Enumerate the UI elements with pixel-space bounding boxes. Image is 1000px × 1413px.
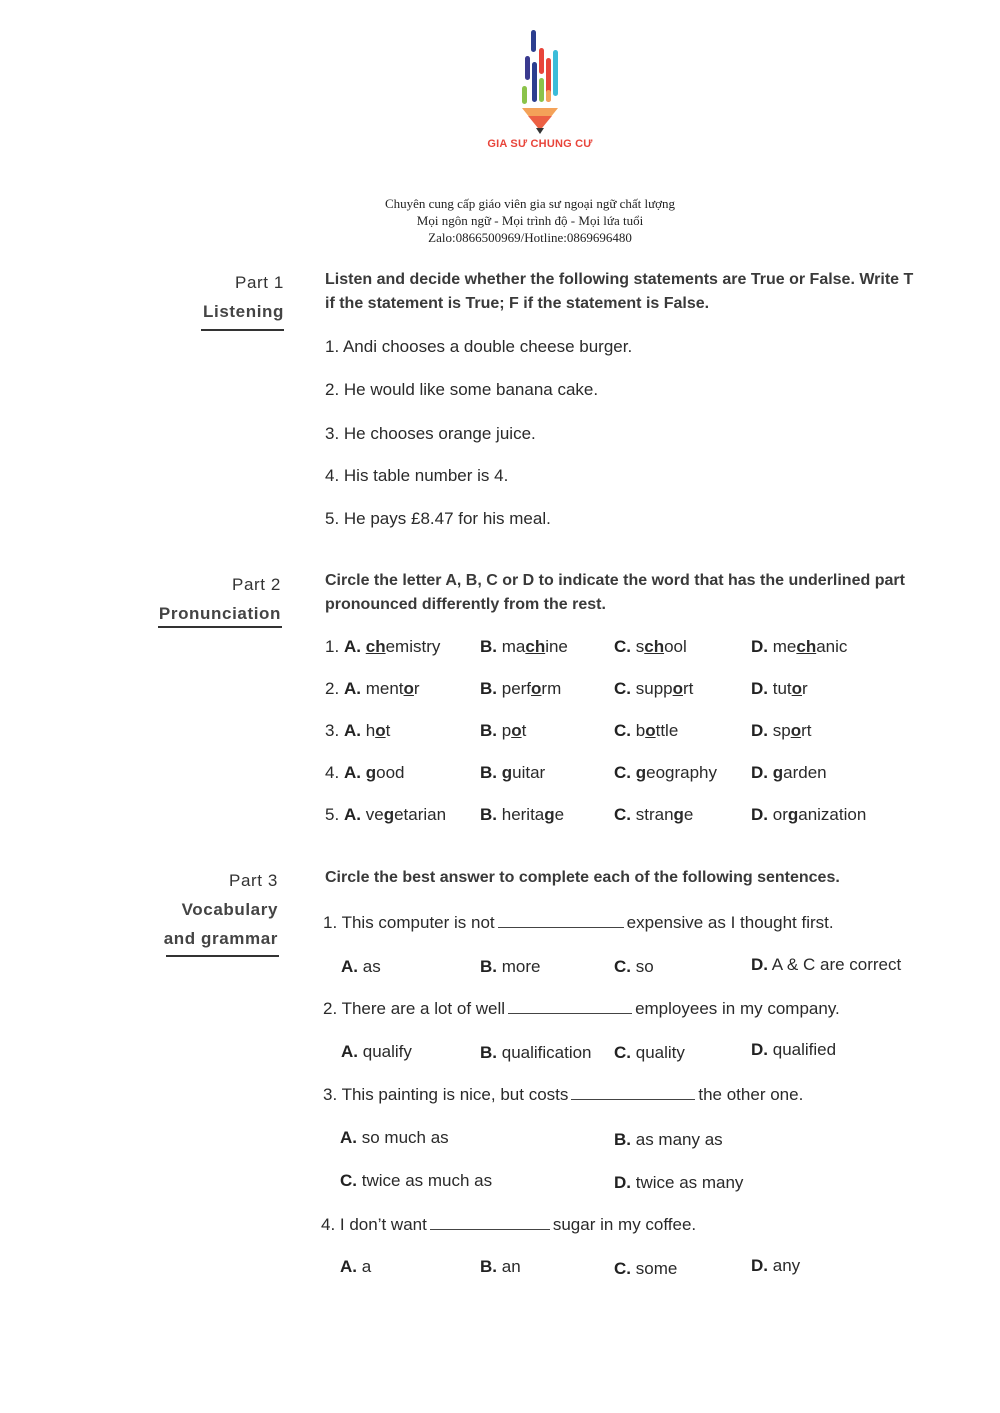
word-part: herita [501,805,545,824]
q4-option-a[interactable] [340,1257,371,1277]
q2-option-b[interactable] [480,1043,592,1063]
q3-option-d[interactable] [614,1173,743,1193]
word-part: t [385,721,391,740]
underlined-part: ch [525,637,546,656]
option-text: twice as many [635,1173,744,1192]
pronunciation-option-a[interactable] [344,721,390,741]
option-text: so [635,957,654,976]
question-2-stem: 2. There are a lot of well [323,999,506,1018]
underlined-part: g [365,763,377,782]
header-line-2: Mọi ngôn ngữ - Mọi trình độ - Mọi lứa tuổi [416,213,644,228]
q4-option-b[interactable] [480,1257,521,1277]
option-text: twice as much as [361,1171,493,1190]
answer-blank [571,1099,695,1100]
option-letter: C. [614,721,636,740]
option-letter: C. [614,805,636,824]
header-line-3: Zalo:0866500969/Hotline:0869696480 [428,230,632,245]
option-letter: A. [341,957,358,976]
option-letter: A. [344,805,366,824]
option-text: a [361,1257,372,1276]
word-part: rm [541,679,562,698]
part2-underline [158,626,282,628]
part3-instruction: Circle the best answer to complete each of the following sentences. [325,869,840,886]
option-text: A & C are correct [771,955,902,974]
underlined-part: o [511,721,522,740]
pronunciation-option-d[interactable] [751,721,811,741]
option-letter: B. [480,721,502,740]
logo-text: GIA SƯ CHUNG CƯ [487,138,593,150]
pronunciation-row-number: 2. [325,679,340,698]
option-letter: C. [614,637,636,656]
pronunciation-option-c[interactable] [614,721,678,741]
pronunciation-option-c[interactable] [614,637,687,657]
part1-label [150,268,284,326]
option-letter: A. [344,637,366,656]
option-text: so much as [361,1128,449,1147]
option-letter: B. [480,679,502,698]
word-part: emistry [385,637,441,656]
word-part: perf [501,679,532,698]
word-part: etarian [394,805,447,824]
option-letter: C. [614,763,636,782]
word-part: ment [365,679,404,698]
option-text: qualified [772,1040,837,1059]
pronunciation-option-d[interactable] [751,637,847,657]
word-part: tut [772,679,792,698]
part1-item-4: 4. His table number is 4. [325,466,509,485]
word-part: anization [798,805,867,824]
pronunciation-row-number: 4. [325,763,340,782]
option-letter: C. [614,679,636,698]
option-letter: D. [751,955,768,974]
underlined-part: g [501,763,513,782]
q3-option-b[interactable] [614,1130,723,1150]
question-1 [323,913,834,933]
q1-option-c[interactable] [614,957,654,977]
option-letter: B. [480,1257,497,1276]
option-text: qualification [501,1043,592,1062]
option-letter: B. [480,1043,497,1062]
part2-label [130,570,281,628]
underlined-part: o [531,679,542,698]
option-letter: B. [480,805,502,824]
pronunciation-option-c[interactable] [614,763,717,783]
part1-underline [201,329,284,331]
word-part: ttle [655,721,679,740]
pronunciation-row-number: 5. [325,805,340,824]
option-text: as many as [635,1130,723,1149]
q2-option-a[interactable] [341,1042,412,1062]
question-3 [323,1085,803,1105]
option-letter: D. [751,805,773,824]
part3-underline [166,955,279,957]
option-letter: B. [480,637,502,656]
pronunciation-option-a[interactable] [344,679,420,699]
word-part: ool [664,637,687,656]
option-letter: C. [340,1171,357,1190]
word-part: e [554,805,565,824]
part2-instruction: Circle the letter A, B, C or D to indicate the word that has the underlined part pronounced differently from the rest. [325,572,905,613]
word-part: t [521,721,527,740]
part2-number: Part 2 [232,575,281,594]
q1-option-a[interactable] [341,957,381,977]
underlined-part: g [673,805,684,824]
option-letter: D. [751,1040,768,1059]
q1-option-b[interactable] [480,957,540,977]
word-part: sp [772,721,791,740]
pronunciation-option-a[interactable] [344,805,446,825]
word-part: p [501,721,512,740]
pronunciation-option-a[interactable] [344,637,440,657]
header-contact [300,195,760,246]
pronunciation-row-number: 3. [325,721,340,740]
underlined-part: o [790,721,802,740]
header-line-1: Chuyên cung cấp giáo viên gia sư ngoại ngữ chất lượng [384,196,676,211]
word-part: rt [683,679,694,698]
word-part: anic [816,637,848,656]
answer-blank [508,1013,632,1014]
pronunciation-row-number: 1. [325,637,340,656]
pronunciation-option-b[interactable] [480,637,568,657]
option-text: qualify [362,1042,412,1061]
pronunciation-option-c[interactable] [614,805,693,825]
option-text: any [772,1256,801,1275]
word-part: ma [501,637,526,656]
underlined-part: ch [365,637,386,656]
pronunciation-option-b[interactable] [480,805,564,825]
option-letter: C. [614,1259,631,1278]
part3-label [130,866,278,953]
word-part: r [802,679,808,698]
answer-blank [430,1229,550,1230]
part1-item-2: 2. He would like some banana cake. [325,380,599,399]
underlined-part: o [375,721,386,740]
word-part: me [772,637,797,656]
word-part: ood [376,763,405,782]
part2-title: Pronunciation [158,604,281,623]
word-part: rt [801,721,812,740]
q2-option-c[interactable] [614,1043,685,1063]
underlined-part: o [403,679,414,698]
part1-instruction: Listen and decide whether the following statements are True or False. Write T if the statement is True; F if the statement is False. [325,271,914,312]
underlined-part: g [772,763,784,782]
part1-item-3: 3. He chooses orange juice. [325,424,536,443]
question-2-tail: employees in my company. [635,999,840,1018]
option-letter: D. [751,763,773,782]
part3-title-line2: and grammar [163,929,278,948]
word-part: ve [365,805,384,824]
q2-option-d[interactable] [751,1040,836,1060]
question-3-stem: 3. This painting is nice, but costs [323,1085,569,1104]
pronunciation-option-b[interactable] [480,763,545,783]
question-4 [321,1215,696,1235]
underlined-part: g [383,805,395,824]
pronunciation-option-b[interactable] [480,721,526,741]
q4-option-c[interactable] [614,1259,677,1279]
underlined-part: ch [796,637,817,656]
pronunciation-option-d[interactable] [751,763,827,783]
option-text: more [501,957,541,976]
part1-title: Listening [203,302,284,321]
word-part: stran [635,805,674,824]
pronunciation-option-b[interactable] [480,679,561,699]
option-text: as [362,957,381,976]
word-part: eography [646,763,718,782]
answer-blank [498,927,624,928]
question-2 [323,999,840,1019]
option-letter: A. [341,1042,358,1061]
underlined-part: o [672,679,683,698]
option-letter: B. [480,957,497,976]
option-letter: D. [751,637,773,656]
pronunciation-option-c[interactable] [614,679,693,699]
option-letter: D. [751,679,773,698]
word-part: e [683,805,694,824]
q1-option-d[interactable] [751,955,901,975]
q3-option-a[interactable] [340,1128,449,1148]
word-part: h [365,721,376,740]
part3-title-line1: Vocabulary [181,900,278,919]
word-part: r [413,679,420,698]
word-part: arden [783,763,827,782]
word-part: or [772,805,788,824]
option-text: an [501,1257,521,1276]
option-letter: A. [344,721,366,740]
part1-number: Part 1 [235,273,284,292]
question-4-tail: sugar in my coffee. [552,1215,697,1234]
underlined-part: g [635,763,647,782]
underlined-part: o [791,679,803,698]
option-letter: D. [614,1173,631,1192]
option-letter: A. [340,1128,357,1147]
part1-item-5: 5. He pays £8.47 for his meal. [325,509,551,528]
option-letter: A. [344,763,366,782]
part1-item-1: 1. Andi chooses a double cheese burger. [325,337,633,356]
underlined-part: ch [644,637,665,656]
option-letter: A. [344,679,366,698]
option-text: some [635,1259,678,1278]
option-letter: C. [614,957,631,976]
option-text: quality [635,1043,685,1062]
option-letter: B. [614,1130,631,1149]
question-1-stem: 1. This computer is not [323,913,495,932]
word-part: uitar [512,763,546,782]
option-letter: A. [340,1257,357,1276]
option-letter: C. [614,1043,631,1062]
question-4-stem: 4. I don’t want [321,1215,427,1234]
option-letter: D. [751,721,773,740]
word-part: ine [545,637,568,656]
option-letter: B. [480,763,502,782]
underlined-part: g [787,805,799,824]
pronunciation-option-a[interactable] [344,763,405,783]
word-part: b [635,721,646,740]
question-3-tail: the other one. [698,1085,804,1104]
part3-number: Part 3 [229,871,278,890]
q4-option-d[interactable] [751,1256,800,1276]
question-1-tail: expensive as I thought first. [626,913,834,932]
underlined-part: o [645,721,656,740]
q3-option-c[interactable] [340,1171,492,1191]
underlined-part: g [544,805,555,824]
option-letter: D. [751,1256,768,1275]
pronunciation-option-d[interactable] [751,805,866,825]
word-part: s [635,637,645,656]
word-part: supp [635,679,673,698]
pronunciation-option-d[interactable] [751,679,808,699]
